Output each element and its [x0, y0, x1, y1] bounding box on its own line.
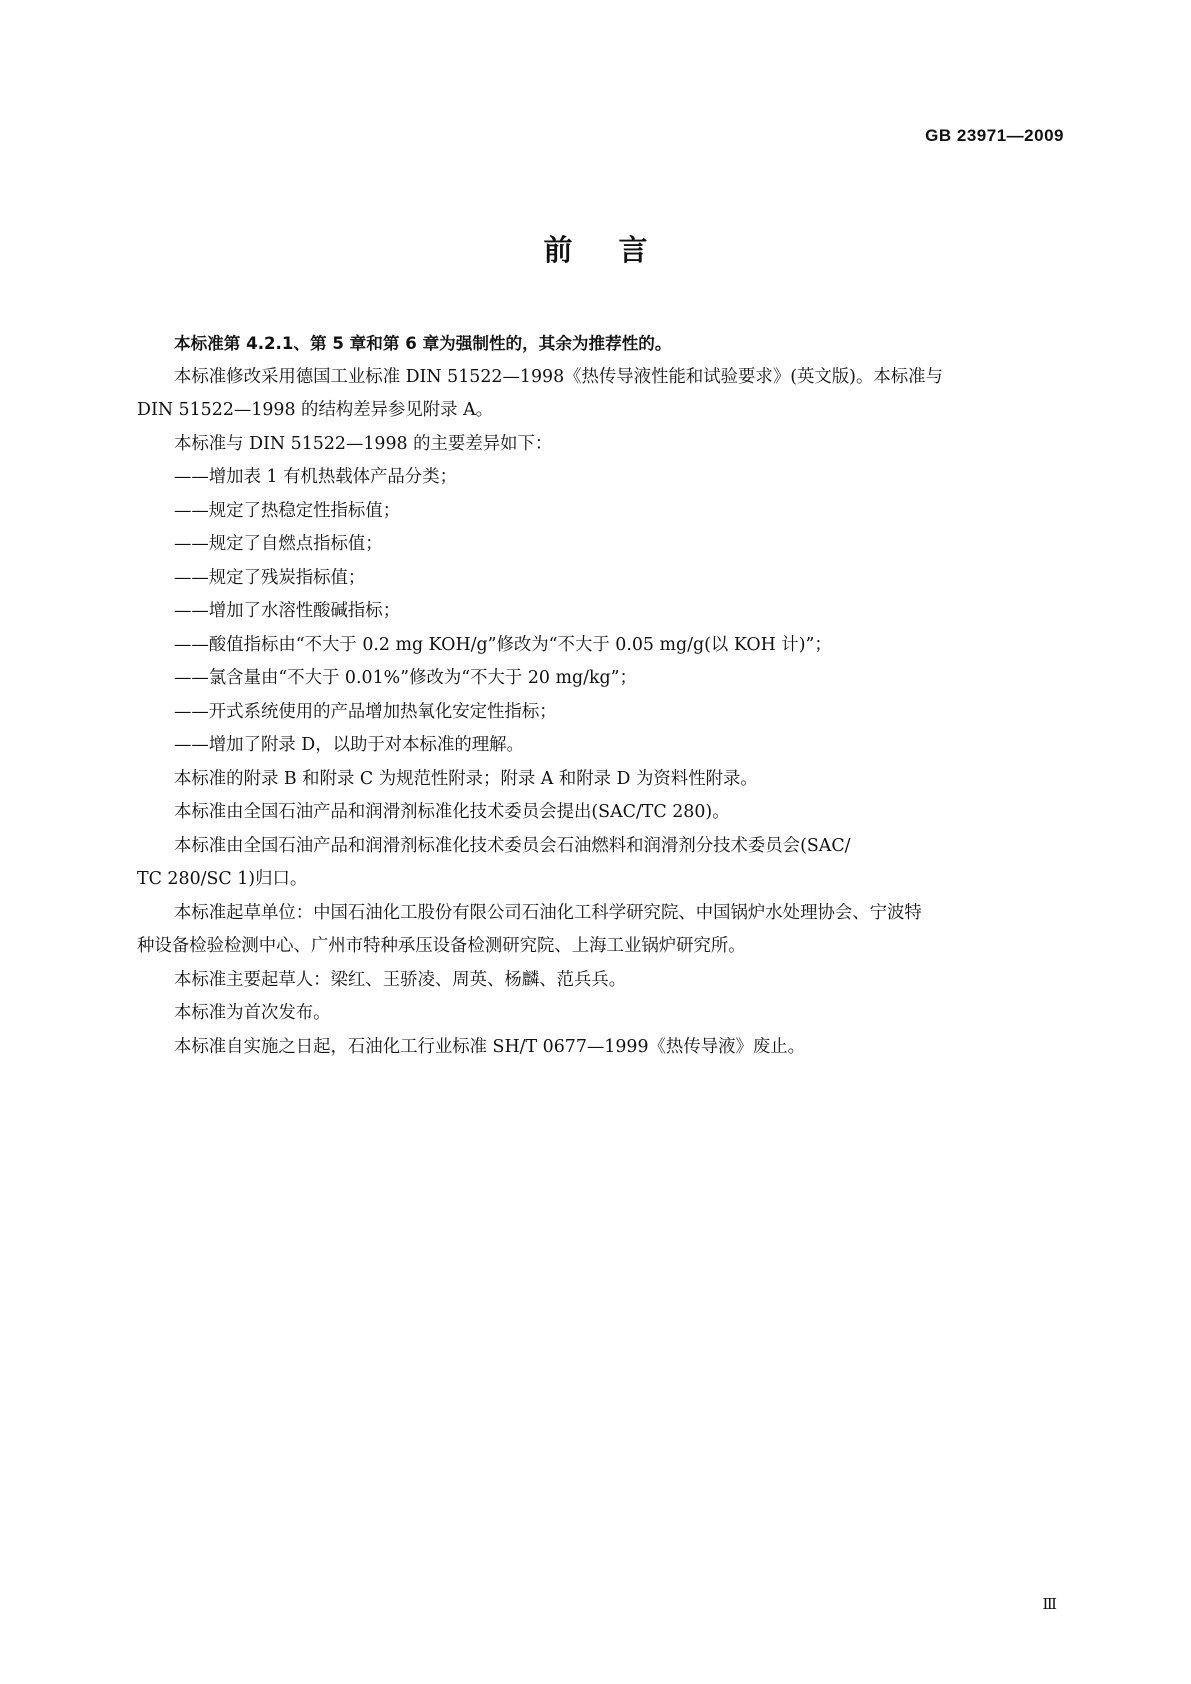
- paragraph-drafting-units: 本标准起草单位：中国石油化工股份有限公司石油化工科学研究院、中国锅炉水处理协会、宁波特: [174, 902, 922, 923]
- list-item: ——增加表 1 有机热载体产品分类；: [174, 467, 457, 487]
- paragraph-drafting-units-cont: 种设备检验检测中心、广州市特种承压设备检测研究院、上海工业锅炉研究所。: [137, 936, 746, 956]
- paragraph-first-issue: 本标准为首次发布。: [174, 1003, 331, 1023]
- paragraph-centralized-by-cont: TC 280/SC 1)归口。: [137, 869, 308, 889]
- paragraph-drafters: 本标准主要起草人：梁红、王骄凌、周英、杨麟、范兵兵。: [174, 969, 627, 990]
- paragraph-supersedes: 本标准自实施之日起，石油化工行业标准 SH/T 0677—1999《热传导液》废止。: [174, 1036, 806, 1057]
- page-number: Ⅲ: [1042, 1595, 1057, 1613]
- paragraph-adoption-cont: DIN 51522—1998 的结构差异参见附录 A。: [137, 400, 494, 420]
- paragraph-differences-intro: 本标准与 DIN 51522—1998 的主要差异如下：: [174, 433, 553, 454]
- paragraph-adoption: 本标准修改采用德国工业标准 DIN 51522—1998《热传导液性能和试验要求》(英文版)。本标准与: [174, 366, 943, 387]
- foreword-body: [137, 327, 1064, 1064]
- list-item: ——规定了残炭指标值；: [174, 567, 366, 588]
- paragraph-proposed-by: 本标准由全国石油产品和润滑剂标准化技术委员会提出(SAC/TC 280)。: [174, 802, 730, 822]
- list-item: ——规定了自燃点指标值；: [174, 534, 383, 554]
- list-item: ——开式系统使用的产品增加热氧化安定性指标；: [174, 701, 557, 722]
- paragraph-mandatory-clauses: 本标准第 4.2.1、第 5 章和第 6 章为强制性的，其余为推荐性的。: [174, 334, 672, 353]
- page-title: 前言: [543, 233, 694, 267]
- list-item: ——增加了附录 D，以助于对本标准的理解。: [174, 735, 524, 755]
- list-item: ——增加了水溶性酸碱指标；: [174, 601, 401, 621]
- list-item: ——规定了热稳定性指标值；: [174, 500, 401, 521]
- list-item: ——酸值指标由“不大于 0.2 mg KOH/g”修改为“不大于 0.05 mg/g(以 KOH 计)”；: [174, 634, 832, 655]
- paragraph-annexes: 本标准的附录 B 和附录 C 为规范性附录；附录 A 和附录 D 为资料性附录。: [174, 768, 758, 789]
- paragraph-centralized-by: 本标准由全国石油产品和润滑剂标准化技术委员会石油燃料和润滑剂分技术委员会(SAC/: [174, 835, 851, 856]
- standard-number: GB 23971—2009: [925, 126, 1064, 145]
- list-item: ——氯含量由“不大于 0.01%”修改为“不大于 20 mg/kg”；: [174, 668, 637, 688]
